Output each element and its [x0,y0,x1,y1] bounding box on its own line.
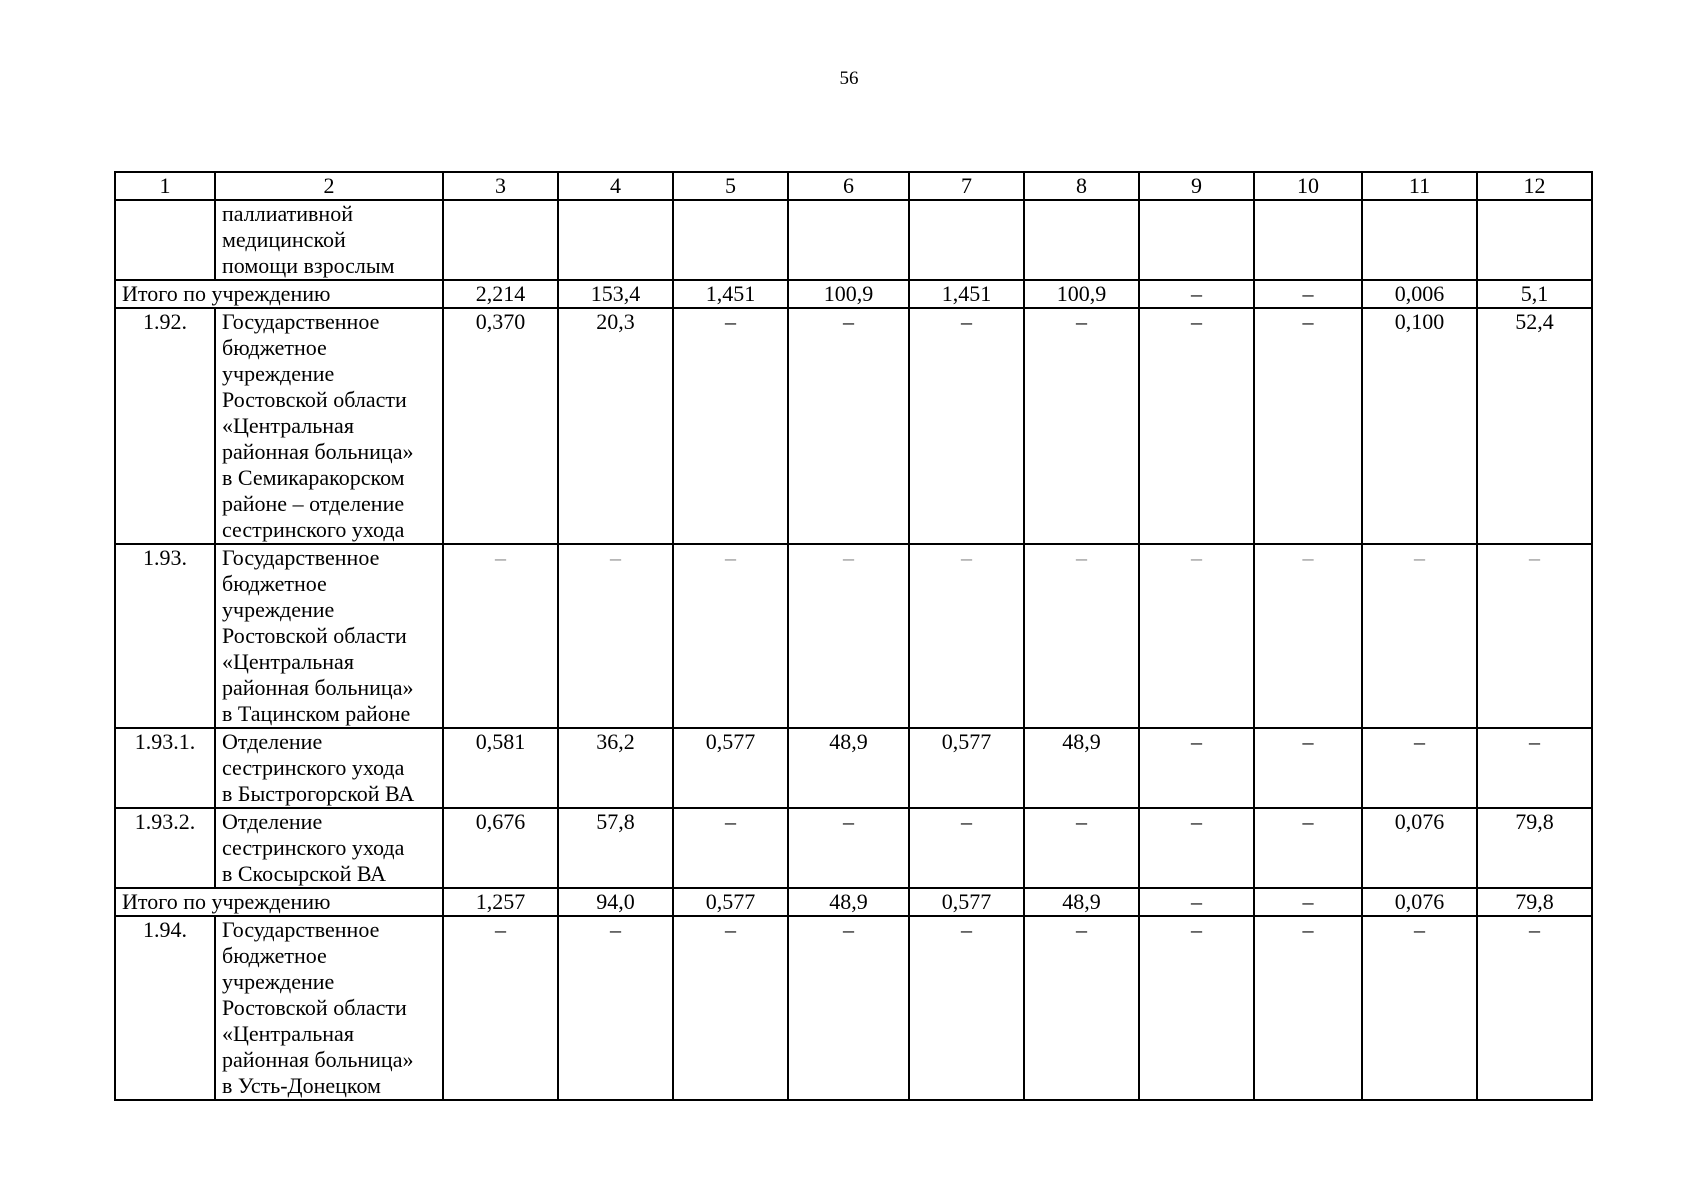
name-line: районе – отделение [222,491,405,516]
value-cell: – [443,544,558,728]
value-cell: 48,9 [788,728,909,808]
value-cell: 153,4 [558,280,673,308]
value-cell [1139,200,1254,280]
value-cell: 0,076 [1362,888,1477,916]
value-cell: – [443,916,558,1100]
value-cell: 0,577 [673,728,788,808]
value-cell: – [909,544,1024,728]
column-header: 6 [788,172,909,200]
name-line: Государственное [222,545,380,570]
table-row [115,200,1592,280]
name-line: учреждение [222,969,335,994]
value-cell: – [1139,808,1254,888]
value-cell: 0,676 [443,808,558,888]
header-row [115,172,1592,200]
name-line: сестринского ухода [222,835,405,860]
value-cell: 79,8 [1477,808,1592,888]
value-cell: 48,9 [788,888,909,916]
value-cell: – [1139,280,1254,308]
name-line: бюджетное [222,943,327,968]
value-cell: 0,577 [909,888,1024,916]
name-line: Государственное [222,309,380,334]
name-line: учреждение [222,361,335,386]
value-cell [673,200,788,280]
value-cell: 52,4 [1477,308,1592,544]
value-cell: – [673,808,788,888]
value-cell: 1,257 [443,888,558,916]
name-line: бюджетное [222,335,327,360]
name-line: «Центральная [222,413,354,438]
value-cell: 0,100 [1362,308,1477,544]
row-number: 1.93.1. [115,728,215,808]
value-cell: – [1477,728,1592,808]
value-cell: – [1139,728,1254,808]
value-cell: – [1362,544,1477,728]
value-cell: – [1477,544,1592,728]
value-cell [1254,200,1362,280]
value-cell: – [788,308,909,544]
value-cell: – [1254,544,1362,728]
total-row [115,888,1592,916]
value-cell: – [673,308,788,544]
value-cell: – [1254,728,1362,808]
value-cell: – [1139,544,1254,728]
value-cell [788,200,909,280]
value-cell: – [1254,888,1362,916]
value-cell: – [788,916,909,1100]
value-cell: 0,581 [443,728,558,808]
institution-name [215,544,443,728]
institution-name [215,200,443,280]
value-cell [443,200,558,280]
table-body [115,172,1592,1100]
value-cell: 0,577 [909,728,1024,808]
page-number: 56 [839,68,859,89]
value-cell: 57,8 [558,808,673,888]
column-header: 3 [443,172,558,200]
value-cell: – [1254,308,1362,544]
value-cell [1024,200,1139,280]
name-line: «Центральная [222,649,354,674]
column-header: 8 [1024,172,1139,200]
value-cell: – [1139,888,1254,916]
value-cell: – [1139,308,1254,544]
name-line: медицинской [222,227,346,252]
column-header: 1 [115,172,215,200]
name-line: Ростовской области [222,623,407,648]
value-cell: 2,214 [443,280,558,308]
table-row [115,728,1592,808]
column-header: 11 [1362,172,1477,200]
value-cell: 100,9 [1024,280,1139,308]
value-cell: 1,451 [909,280,1024,308]
total-label: Итого по учреждению [115,888,443,916]
table-row [115,916,1592,1100]
value-cell: 0,577 [673,888,788,916]
name-line: районная больница» [222,1047,414,1072]
value-cell [558,200,673,280]
value-cell: – [1362,916,1477,1100]
value-cell: – [909,916,1024,1100]
value-cell: 1,451 [673,280,788,308]
value-cell [1362,200,1477,280]
value-cell: – [1254,280,1362,308]
name-line: Государственное [222,917,380,942]
value-cell: 0,006 [1362,280,1477,308]
value-cell: 100,9 [788,280,909,308]
column-header: 12 [1477,172,1592,200]
name-line: в Скосырской ВА [222,861,387,886]
value-cell: – [909,808,1024,888]
value-cell [909,200,1024,280]
column-header: 9 [1139,172,1254,200]
total-row [115,280,1592,308]
name-line: районная больница» [222,439,414,464]
name-line: паллиативной [222,201,353,226]
name-line: в Усть-Донецком [222,1073,381,1098]
total-label: Итого по учреждению [115,280,443,308]
value-cell: 5,1 [1477,280,1592,308]
table-row [115,544,1592,728]
value-cell: 20,3 [558,308,673,544]
value-cell: 36,2 [558,728,673,808]
value-cell: – [1254,808,1362,888]
value-cell: – [788,544,909,728]
column-header: 5 [673,172,788,200]
value-cell: – [558,916,673,1100]
name-line: в Тацинском районе [222,701,411,726]
value-cell [1477,200,1592,280]
row-number: 1.93. [115,544,215,728]
value-cell: – [1024,808,1139,888]
value-cell: – [1362,728,1477,808]
value-cell: – [1024,308,1139,544]
value-cell: 48,9 [1024,728,1139,808]
value-cell: – [1139,916,1254,1100]
institution-name [215,728,443,808]
institution-name [215,308,443,544]
name-line: Отделение [222,809,323,834]
column-header: 7 [909,172,1024,200]
row-number [115,200,215,280]
name-line: помощи взрослым [222,253,395,278]
name-line: Ростовской области [222,995,407,1020]
row-number: 1.93.2. [115,808,215,888]
value-cell: – [673,544,788,728]
value-cell: – [1024,544,1139,728]
value-cell: – [1254,916,1362,1100]
value-cell: – [909,308,1024,544]
table-row [115,308,1592,544]
name-line: «Центральная [222,1021,354,1046]
row-number: 1.92. [115,308,215,544]
column-header: 2 [215,172,443,200]
value-cell: 0,370 [443,308,558,544]
value-cell: – [673,916,788,1100]
column-header: 10 [1254,172,1362,200]
value-cell: 0,076 [1362,808,1477,888]
name-line: районная больница» [222,675,414,700]
institution-name [215,808,443,888]
row-number: 1.94. [115,916,215,1100]
name-line: Отделение [222,729,323,754]
value-cell: 79,8 [1477,888,1592,916]
value-cell: – [1024,916,1139,1100]
table-row [115,808,1592,888]
name-line: в Семикаракорском [222,465,405,490]
value-cell: 48,9 [1024,888,1139,916]
name-line: в Быстрогорской ВА [222,781,415,806]
column-header: 4 [558,172,673,200]
name-line: учреждение [222,597,335,622]
institution-name [215,916,443,1100]
value-cell: – [558,544,673,728]
name-line: Ростовской области [222,387,407,412]
value-cell: – [1477,916,1592,1100]
name-line: сестринского ухода [222,755,405,780]
data-table [114,171,1593,1101]
name-line: бюджетное [222,571,327,596]
value-cell: 94,0 [558,888,673,916]
name-line: сестринского ухода [222,517,405,542]
value-cell: – [788,808,909,888]
